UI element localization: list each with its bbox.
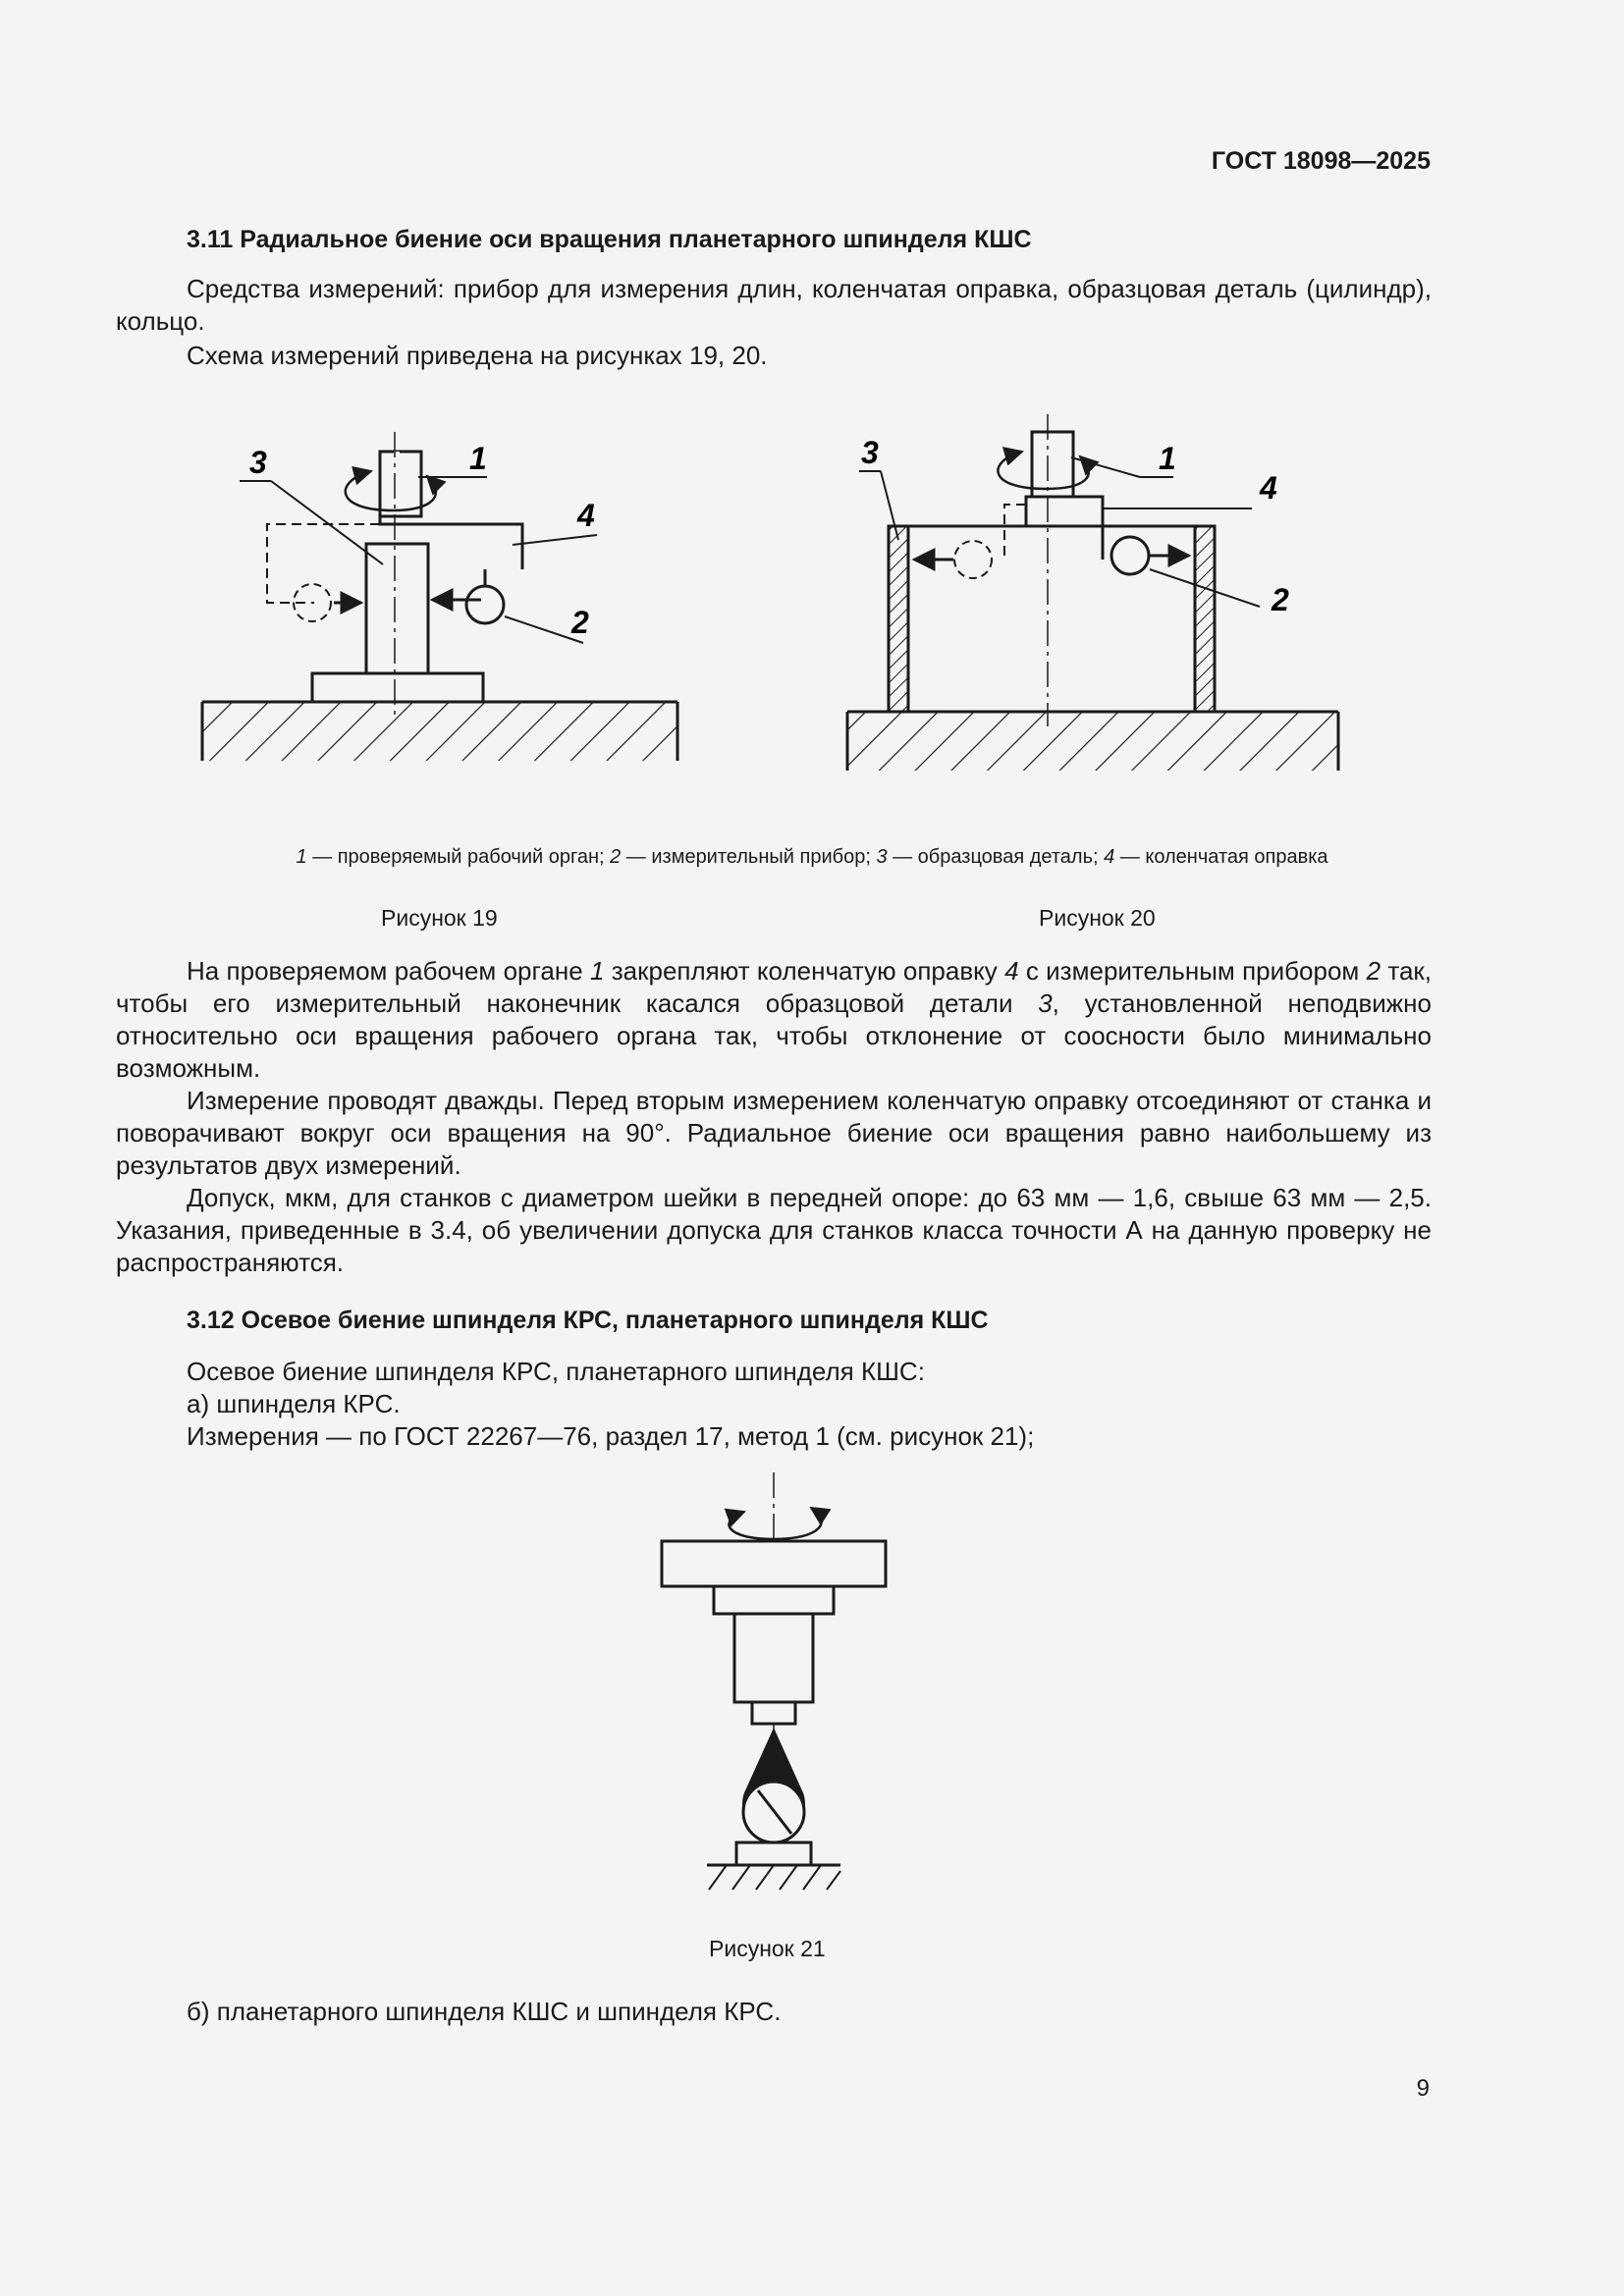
page-number: 9 xyxy=(1416,2075,1430,2102)
figure-19-label-4: 4 xyxy=(577,498,595,533)
figure-20-label-1: 1 xyxy=(1159,441,1176,476)
paragraph-measure-twice: Измерение проводят дважды. Перед вторым измерением коленчатую оправку отсоединяют от станка и поворачивают вокруг оси вращения на 90°. Радиальное биение оси вращения равно наибольшему из результатов двух измерений. xyxy=(116,1086,1432,1180)
figure-legend: 1 — проверяемый рабочий орган; 2 — измерительный прибор; 3 — образцовая деталь; 4 — коленчатая оправка xyxy=(296,846,1328,868)
section-3-12-measurements: Измерения — по ГОСТ 22267—76, раздел 17, метод 1 (см. рисунок 21); xyxy=(187,1421,1035,1451)
figure-19-caption: Рисунок 19 xyxy=(381,905,498,931)
item-b-text: б) планетарного шпинделя КШС и шпинделя КРС. xyxy=(187,1997,782,2026)
figure-20-diagram xyxy=(839,412,1350,775)
document-id: ГОСТ 18098—2025 xyxy=(1211,147,1431,175)
section-3-11-heading: 3.11 Радиальное биение оси вращения планетарного шпинделя КШС xyxy=(187,226,1032,253)
section-3-12-item-a: а) шпинделя КРС. xyxy=(187,1389,401,1418)
figure-19-diagram xyxy=(187,422,707,775)
figure-21-diagram xyxy=(648,1472,962,1914)
paragraph-tolerance: Допуск, мкм, для станков с диаметром шейки в передней опоре: до 63 мм — 1,6, свыше 63 мм — 2,5. Указания, приведенные в 3.4, об увеличении допуска для станков класса точности А на данную проверку не распространяются. xyxy=(116,1183,1432,1277)
section-3-11-scheme-ref: Схема измерений приведена на рисунках 19, 20. xyxy=(187,341,768,370)
figure-21-caption: Рисунок 21 xyxy=(709,1936,826,1961)
section-3-12-heading: 3.12 Осевое биение шпинделя КРС, планетарного шпинделя КШС xyxy=(187,1307,989,1334)
figure-20-label-3: 3 xyxy=(861,435,879,470)
figure-19-label-2: 2 xyxy=(571,605,589,640)
paragraph-procedure: На проверяемом рабочем органе 1 закрепляют коленчатую оправку 4 с измерительным прибором 2 так, чтобы его измерительный наконечник касался образцовой детали 3, установленной неподвижно относительно оси вращения рабочего органа так, чтобы отклонение от соосности было минимально возможным. xyxy=(116,956,1433,1083)
figure-20-caption: Рисунок 20 xyxy=(1039,905,1156,931)
figure-19-label-3: 3 xyxy=(249,445,267,480)
figure-20-label-2: 2 xyxy=(1272,582,1289,617)
figure-19-label-1: 1 xyxy=(469,441,487,476)
section-3-12-line-1: Осевое биение шпинделя КРС, планетарного шпинделя КШС: xyxy=(187,1357,925,1386)
section-3-11-instruments: Средства измерений: прибор для измерения длин, коленчатая оправка, образцовая деталь (цилиндр), кольцо. xyxy=(116,274,1432,336)
figure-20-label-4: 4 xyxy=(1260,470,1277,506)
